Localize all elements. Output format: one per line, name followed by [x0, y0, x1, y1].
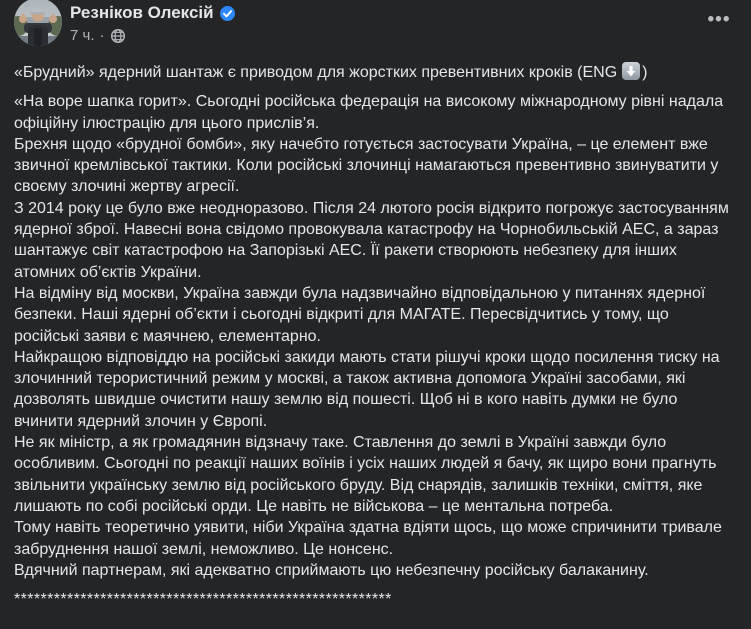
- post-title: [14, 62, 737, 83]
- verified-badge-icon: [220, 6, 235, 21]
- post-title-text: «Брудний» ядерний шантаж є приводом для жорстких превентивних кроків (ENG: [14, 64, 618, 81]
- post-paragraph: Тому навіть теоретично уявити, ніби Україна здатна вдіяти щось, що може спричинити тривале забруднення нашої землі, неможливо. Це нонсенс.: [14, 519, 722, 558]
- post-paragraph: На відміну від москви, Україна завжди була надзвичайно відповідальною у питаннях ядерної безпеки. Наші ядерні об’єкти і сьогодні відкриті для МАГАТЕ. Пересвідчитись у тому, що російські заяви є маячнею, елементарно.: [14, 284, 706, 345]
- asterisk-separator: *********************************************************: [14, 591, 392, 609]
- globe-public-icon: [110, 28, 126, 44]
- post-paragraph: Найкращою відповіддю на російські закиди мають стати рішучі кроки щодо посилення тиску на злочинний терористичний режим у москві, а також активна допомога Україні засобами, які дозволять швидше очистити нашу землю від пошесті. Щоб ні в кого навіть думки не було вчинити ядерний злочин у Європі.: [14, 348, 720, 430]
- post-title-text-end: ): [642, 64, 648, 81]
- avatar-photo: [14, 0, 62, 46]
- post-content: [0, 62, 751, 610]
- post-paragraph: Брехня щодо «брудної бомби», яку начебто готується застосувати Україна, – це елемент вже звичної кремлівської тактики. Коли російські злочинці намагаються превентивно звинуватити у своєму злочині жертву агресії.: [14, 135, 719, 196]
- ellipsis-icon: •••: [707, 9, 731, 30]
- header-text-block: [70, 0, 235, 45]
- timestamp[interactable]: 7 ч.: [70, 27, 95, 44]
- post-paragraph: З 2014 року це було вже неодноразово. Після 24 лютого росія відкрито погрожує застосуванням ядерної зброї. Навесні вона свідомо провокувала катастрофу на Чорнобильській АЕС, а зараз шантажує світ катастрофою на Запорізькі АЕС. Її ракети створюють небезпеку для інших атомних об’єктів України.: [14, 199, 729, 281]
- post-paragraph: Не як міністр, а як громадянин відзначу таке. Ставлення до землі в Україні завжди було особливим. Сьогодні по реакції наших воїнів і усіх наших людей я бачу, як щиро вони прагнуть звільнити українську землю від російського бруду. Від снарядів, залишків техніки, сміття, яке лишають по собі російські орди. Це навіть не військова – це ментальна потреба.: [14, 434, 717, 515]
- post-paragraph: Вдячний партнерам, які адекватно сприймають цю небезпечну російську балаканину.: [14, 561, 649, 579]
- author-name[interactable]: Резніков Олексій: [70, 3, 214, 22]
- author-row: [70, 2, 235, 24]
- avatar[interactable]: [14, 0, 62, 46]
- post-meta-row: [70, 27, 235, 45]
- down-arrow-emoji-icon: [622, 62, 640, 80]
- meta-separator: ·: [99, 27, 105, 44]
- post-paragraph: «На воре шапка горит». Сьогодні російська федерація на високому міжнародному рівні надала офіційну ілюстрацію для цього прислів’я.: [14, 93, 724, 132]
- more-options-button[interactable]: [701, 6, 737, 42]
- post-header: [0, 0, 751, 48]
